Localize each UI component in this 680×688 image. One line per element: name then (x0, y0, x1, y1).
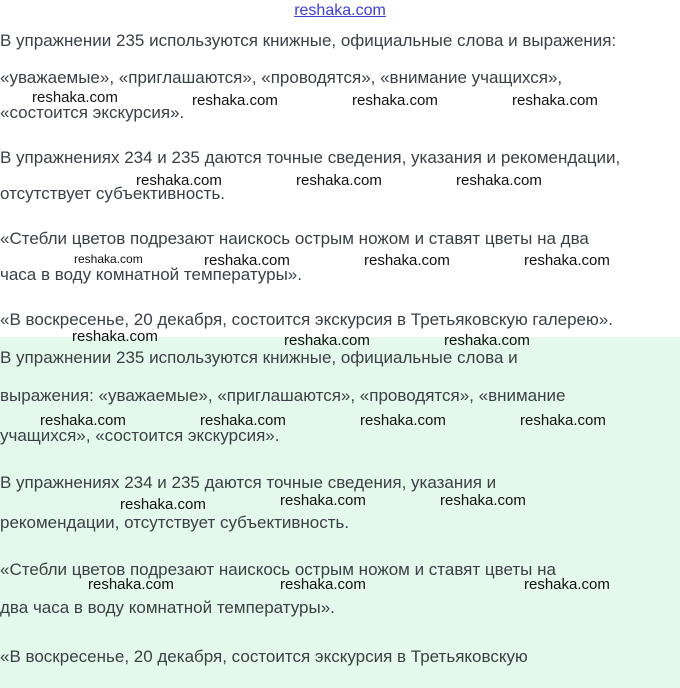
paragraph-line: выражения: «уважаемые», «приглашаются», «проводятся», «внимание (0, 386, 566, 405)
watermark: reshaka.com (40, 412, 126, 429)
paragraph-line: В упражнениях 234 и 235 даются точные сведения, указания и рекомендации, (0, 148, 621, 167)
watermark: reshaka.com (524, 252, 610, 269)
watermark: reshaka.com (192, 92, 278, 109)
watermark: reshaka.com (512, 92, 598, 109)
answer-block-highlighted (0, 337, 680, 688)
paragraph-line: часа в воду комнатной температуры». (0, 265, 302, 284)
paragraph-line: «В воскресенье, 20 декабря, состоится экскурсия в Третьяковскую галерею». (0, 310, 613, 329)
watermark: reshaka.com (352, 92, 438, 109)
watermark: reshaka.com (74, 252, 143, 266)
watermark: reshaka.com (360, 412, 446, 429)
paragraph-line: два часа в воду комнатной температуры». (0, 598, 335, 617)
paragraph-line: В упражнении 235 используются книжные, официальные слова и выражения: (0, 31, 617, 50)
paragraph-line: учащихся», «состоится экскурсия». (0, 426, 280, 445)
watermark: reshaka.com (204, 252, 290, 269)
paragraph-line: «Стебли цветов подрезают наискось острым ножом и ставят цветы на два (0, 229, 589, 248)
watermark: reshaka.com (364, 252, 450, 269)
watermark: reshaka.com (440, 492, 526, 509)
watermark: reshaka.com (120, 496, 206, 513)
watermark: reshaka.com (280, 492, 366, 509)
paragraph-line: В упражнении 235 используются книжные, официальные слова и (0, 348, 518, 367)
paragraph-line: отсутствует субъективность. (0, 184, 226, 203)
watermark: reshaka.com (88, 576, 174, 593)
watermark: reshaka.com (136, 172, 222, 189)
watermark: reshaka.com (296, 172, 382, 189)
watermark: reshaka.com (280, 576, 366, 593)
paragraph-line: «Стебли цветов подрезают наискось острым ножом и ставят цветы на (0, 560, 556, 579)
paragraph-line: рекомендации, отсутствует субъективность. (0, 513, 350, 532)
watermark: reshaka.com (520, 412, 606, 429)
watermark: reshaka.com (200, 412, 286, 429)
paragraph-line: «состоится экскурсия». (0, 103, 185, 122)
watermark: reshaka.com (72, 328, 158, 345)
watermark: reshaka.com (444, 332, 530, 349)
paragraph-line: «уважаемые», «приглашаются», «проводятся», «внимание учащихся», (0, 68, 563, 87)
watermark: reshaka.com (32, 89, 118, 106)
site-link[interactable]: reshaka.com (294, 2, 386, 19)
paragraph-line: «В воскресенье, 20 декабря, состоится экскурсия в Третьяковскую (0, 647, 528, 666)
watermark: reshaka.com (284, 332, 370, 349)
watermark: reshaka.com (456, 172, 542, 189)
watermark: reshaka.com (524, 576, 610, 593)
paragraph-line: В упражнениях 234 и 235 даются точные сведения, указания и (0, 473, 497, 492)
